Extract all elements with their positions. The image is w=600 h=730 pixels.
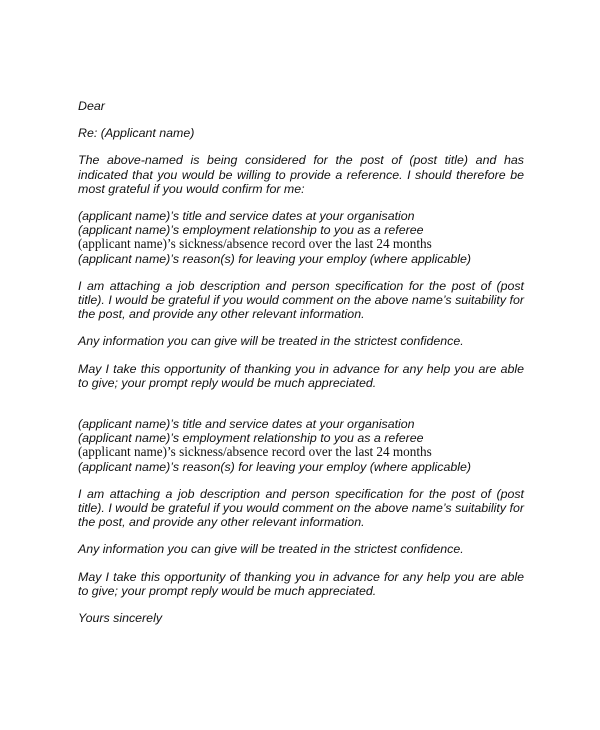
- closing: Yours sincerely: [78, 611, 163, 626]
- intro-paragraph: The above-named is being considered for the post of (post title) and has indicated that you would be willing to provide a reference. I should therefore be most grateful if you would confirm for me:: [78, 153, 524, 196]
- request-list: [78, 209, 524, 266]
- list-item: (applicant name)’s reason(s) for leaving your employ (where applicable): [78, 459, 472, 474]
- confidentiality-paragraph: Any information you can give will be treated in the strictest confidence.: [78, 542, 464, 557]
- list-item: (applicant name)’s sickness/absence record over the last 24 months: [78, 236, 432, 252]
- letter-body: [78, 99, 524, 638]
- list-item: (applicant name)’s reason(s) for leaving your employ (where applicable): [78, 251, 472, 266]
- request-list: [78, 417, 524, 474]
- list-item: (applicant name)’s title and service dates at your organisation: [78, 417, 415, 432]
- list-item: (applicant name)’s sickness/absence record over the last 24 months: [78, 444, 432, 460]
- list-item: (applicant name)’s employment relationship to you as a referee: [78, 223, 424, 238]
- thanks-paragraph: May I take this opportunity of thanking you in advance for any help you are able to give; your prompt reply would be much appreciated.: [78, 361, 524, 390]
- thanks-paragraph: May I take this opportunity of thanking you in advance for any help you are able to give; your prompt reply would be much appreciated.: [78, 569, 524, 598]
- list-item: (applicant name)’s title and service dates at your organisation: [78, 209, 415, 224]
- confidentiality-paragraph: Any information you can give will be treated in the strictest confidence.: [78, 334, 464, 349]
- salutation: Dear: [78, 99, 105, 113]
- blank-line: [78, 403, 524, 417]
- attachment-paragraph: I am attaching a job description and person specification for the post of (post title). I would be grateful if you would comment on the above name’s suitability for the post, and provide any other relevant information.: [78, 278, 524, 322]
- list-item: (applicant name)’s employment relationship to you as a referee: [78, 431, 424, 446]
- subject-line: Re: (Applicant name): [78, 126, 195, 141]
- attachment-paragraph: I am attaching a job description and person specification for the post of (post title). I would be grateful if you would comment on the above name’s suitability for the post, and provide any other relevant information.: [78, 486, 524, 530]
